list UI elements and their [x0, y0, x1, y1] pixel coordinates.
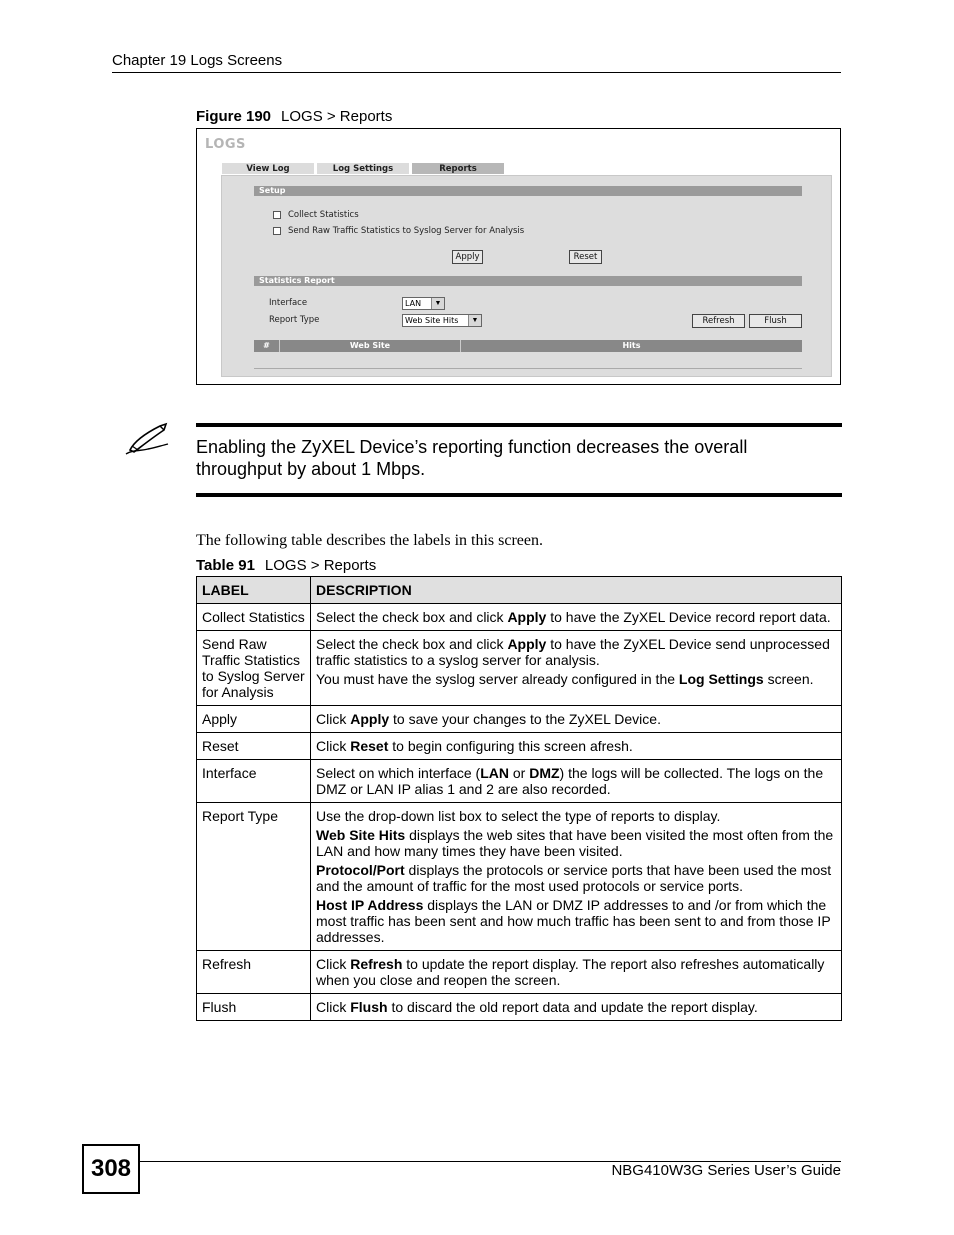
table-row	[197, 760, 842, 803]
header-label: LABEL	[197, 577, 311, 604]
row-description: Click Flush to discard the old report data and update the report display.	[311, 994, 842, 1021]
collect-statistics-checkbox[interactable]	[273, 211, 281, 219]
intro-paragraph: The following table describes the labels in this screen.	[196, 532, 544, 549]
statistics-section-bar: Statistics Report	[254, 276, 802, 286]
labels-table	[196, 576, 842, 1021]
header-description: DESCRIPTION	[311, 577, 842, 604]
apply-button[interactable]: Apply	[452, 250, 483, 264]
row-label: Apply	[197, 706, 311, 733]
report-table-header	[254, 340, 802, 352]
table-row	[197, 951, 842, 994]
table-row	[197, 604, 842, 631]
table-number: Table 91	[196, 557, 255, 574]
tab-view-log[interactable]: View Log	[221, 162, 314, 174]
note-text	[196, 436, 836, 480]
collect-statistics-label: Collect Statistics	[288, 210, 359, 220]
logs-reports-screenshot	[196, 128, 841, 385]
report-type-label: Report Type	[269, 315, 320, 325]
column-hits: Hits	[622, 341, 641, 350]
row-description: Use the drop-down list box to select the type of reports to display. Web Site Hits displays the web sites that have been visited the most often from the LAN and how many times they have been visited. Protocol/Port displays the protocols or service ports that have been used the most and the amount of traffic for the most used protocols or service ports. Host IP Address displays the LAN or DMZ IP addresses to and /or from which the most traffic has been sent and how much traffic has been sent to and from those IP addresses.	[311, 803, 842, 951]
chapter-header: Chapter 19 Logs Screens	[112, 52, 283, 69]
row-description: Click Apply to save your changes to the ZyXEL Device.	[311, 706, 842, 733]
screen-title: LOGS	[205, 137, 246, 152]
setup-section-bar: Setup	[254, 186, 802, 196]
row-description: Click Reset to begin configuring this screen afresh.	[311, 733, 842, 760]
figure-caption	[196, 108, 392, 125]
chevron-down-icon: ▼	[468, 315, 481, 326]
header-rule	[112, 72, 841, 73]
guide-title: NBG410W3G Series User’s Guide	[611, 1162, 841, 1179]
chevron-down-icon: ▼	[431, 298, 444, 309]
flush-button[interactable]: Flush	[749, 314, 802, 328]
interface-select[interactable]	[402, 297, 445, 310]
row-label: Reset	[197, 733, 311, 760]
table-row	[197, 631, 842, 706]
report-type-value: Web Site Hits	[405, 316, 459, 325]
row-label: Collect Statistics	[197, 604, 311, 631]
tab-reports[interactable]: Reports	[411, 162, 504, 174]
table-row	[197, 733, 842, 760]
report-type-select[interactable]	[402, 314, 482, 327]
send-raw-checkbox[interactable]	[273, 227, 281, 235]
row-label: Report Type	[197, 803, 311, 951]
report-table-divider	[254, 368, 802, 369]
tab-log-settings[interactable]: Log Settings	[316, 162, 409, 174]
row-label: Refresh	[197, 951, 311, 994]
table-row	[197, 706, 842, 733]
refresh-button[interactable]: Refresh	[692, 314, 745, 328]
row-description: Select the check box and click Apply to have the ZyXEL Device send unprocessed traffic statistics to a syslog server for analysis. You must have the syslog server already configured in the Log Settings screen.	[311, 631, 842, 706]
table-row	[197, 803, 842, 951]
page-number: 308	[82, 1144, 140, 1194]
row-label: Flush	[197, 994, 311, 1021]
column-web-site: Web Site	[280, 340, 461, 352]
reset-button[interactable]: Reset	[569, 250, 602, 264]
interface-value: LAN	[405, 299, 422, 308]
note-pen-icon	[122, 420, 172, 460]
table-header-row	[197, 577, 842, 604]
row-description: Select on which interface (LAN or DMZ) the logs will be collected. The logs on the DMZ or LAN IP alias 1 and 2 are also recorded.	[311, 760, 842, 803]
table-caption	[196, 557, 376, 574]
note-line-1: Enabling the ZyXEL Device’s reporting function decreases the overall	[196, 437, 748, 457]
note-rule-top	[196, 423, 842, 427]
note-rule-bottom	[196, 493, 842, 497]
figure-number: Figure 190	[196, 108, 272, 125]
row-label: Interface	[197, 760, 311, 803]
row-description: Select the check box and click Apply to have the ZyXEL Device record report data.	[311, 604, 842, 631]
note-line-2: throughput by about 1 Mbps.	[196, 459, 426, 479]
interface-label: Interface	[269, 298, 308, 308]
send-raw-label: Send Raw Traffic Statistics to Syslog Server for Analysis	[288, 226, 525, 236]
row-label: Send Raw Traffic Statistics to Syslog Server for Analysis	[197, 631, 311, 706]
table-title: LOGS > Reports	[264, 557, 377, 574]
tab-bar	[221, 162, 506, 174]
table-row	[197, 994, 842, 1021]
reports-panel	[221, 175, 832, 377]
figure-title: LOGS > Reports	[281, 108, 393, 125]
row-description: Click Refresh to update the report display. The report also refreshes automatically when you close and reopen the screen.	[311, 951, 842, 994]
column-number: #	[254, 340, 280, 352]
